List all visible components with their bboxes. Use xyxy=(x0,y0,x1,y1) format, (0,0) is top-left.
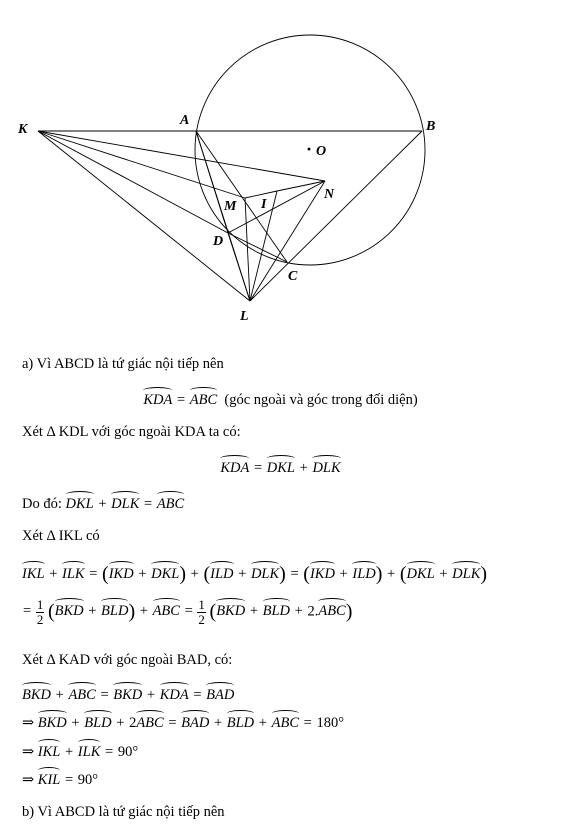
label-c: C xyxy=(288,269,298,284)
label-m: M xyxy=(224,199,237,214)
segment-kn xyxy=(38,131,325,181)
equation-note: (góc ngoài và góc trong đối diện) xyxy=(224,392,418,408)
consider-kdl: Xét Δ KDL với góc ngoài KDA ta có: xyxy=(22,424,241,440)
equation-do-do: Do đó: DKL + DLK = ABC xyxy=(22,496,185,512)
equation-kda-abc: KDA = ABC (góc ngoài và góc trong đối diện) xyxy=(143,392,418,408)
label-l: L xyxy=(240,309,249,324)
consider-ikl: Xét Δ IKL có xyxy=(22,528,100,544)
geometry-figure xyxy=(0,0,561,335)
equation-ikl-half: = $\frac{1}{2}$ (BKD + BLD) + ABC = $\frac{1}{2}$ (BKD + BLD + 2.ABC) xyxy=(23,597,353,627)
label-b: B xyxy=(426,119,436,134)
segment-dc xyxy=(228,233,287,262)
part-a-heading: a) Vì ABCD là tứ giác nội tiếp nên xyxy=(22,356,224,372)
consider-kad: Xét Δ KAD với góc ngoài BAD, có: xyxy=(22,652,233,668)
label-i: I xyxy=(261,197,267,212)
angle-kda: KDA xyxy=(143,392,173,408)
label-o: O xyxy=(316,144,327,159)
segment-dn xyxy=(228,181,325,233)
label-a: A xyxy=(180,113,190,128)
segment-ad xyxy=(196,131,228,233)
segment-lb xyxy=(250,131,422,301)
equation-kda-sum: KDA = DKL + DLK xyxy=(220,460,341,476)
part-b-heading: b) Vì ABCD là tứ giác nội tiếp nên xyxy=(22,804,225,820)
equation-kil-90: ⇒ KIL = 90° xyxy=(22,772,99,788)
label-k: K xyxy=(18,122,28,137)
equation-90-sum: ⇒ IKL + ILK = 90° xyxy=(22,744,139,760)
segment-kl xyxy=(38,131,250,301)
segment-in xyxy=(277,181,325,191)
angle-abc: ABC xyxy=(189,392,218,408)
segment-lm xyxy=(245,198,250,301)
label-o-dot: · xyxy=(306,139,313,159)
equation-ikl-expand: IKL + ILK = (IKD + DKL) + (ILD + DLK) = (IKD + ILD) + (DKL + DLK) xyxy=(22,563,488,585)
equation-bad: BKD + ABC = BKD + KDA = BAD xyxy=(22,687,235,703)
label-n: N xyxy=(324,187,335,202)
equation-180: ⇒ BKD + BLD + 2ABC = BAD + BLD + ABC = 180° xyxy=(22,715,344,731)
label-d: D xyxy=(213,234,224,249)
